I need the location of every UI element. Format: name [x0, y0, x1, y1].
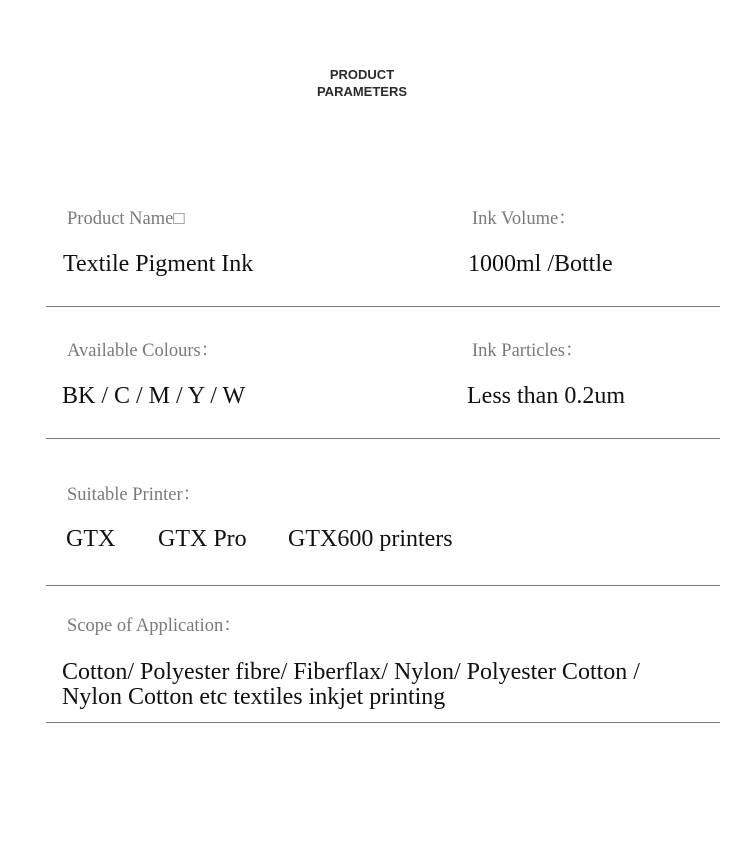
product-name-value: Textile Pigment Ink — [63, 251, 254, 277]
divider-row-2 — [46, 438, 720, 439]
page-title-line-1: PRODUCT — [329, 67, 395, 82]
scope-of-application-value — [62, 660, 702, 710]
product-name-label: Product Name□ — [67, 209, 185, 229]
suitable-printer-label: Suitable Printer： — [67, 485, 202, 505]
scope-of-application-label: Scope of Application： — [67, 616, 242, 636]
divider-row-4 — [46, 722, 720, 723]
available-colours-value: BK / C / M / Y / W — [62, 383, 246, 409]
printer-gtx600: GTX600 printers — [288, 526, 453, 552]
printer-gtx: GTX — [66, 526, 116, 552]
ink-volume-label: Ink Volume： — [472, 209, 577, 229]
page-title-line-2: PARAMETERS — [316, 84, 408, 99]
available-colours-label: Available Colours： — [67, 341, 220, 361]
ink-particles-value: Less than 0.2um — [467, 383, 625, 409]
scope-value-line-1: Cotton/ Polyester fibre/ Fiberflax/ Nylon/ Polyester Cotton / — [62, 659, 640, 685]
divider-row-3 — [46, 585, 720, 586]
ink-volume-value: 1000ml /Bottle — [468, 251, 613, 277]
scope-value-line-2: Nylon Cotton etc textiles inkjet printing — [62, 684, 446, 710]
page-title — [300, 66, 424, 100]
ink-particles-label: Ink Particles： — [472, 341, 584, 361]
divider-row-1 — [46, 306, 720, 307]
printer-gtx-pro: GTX Pro — [158, 526, 247, 552]
